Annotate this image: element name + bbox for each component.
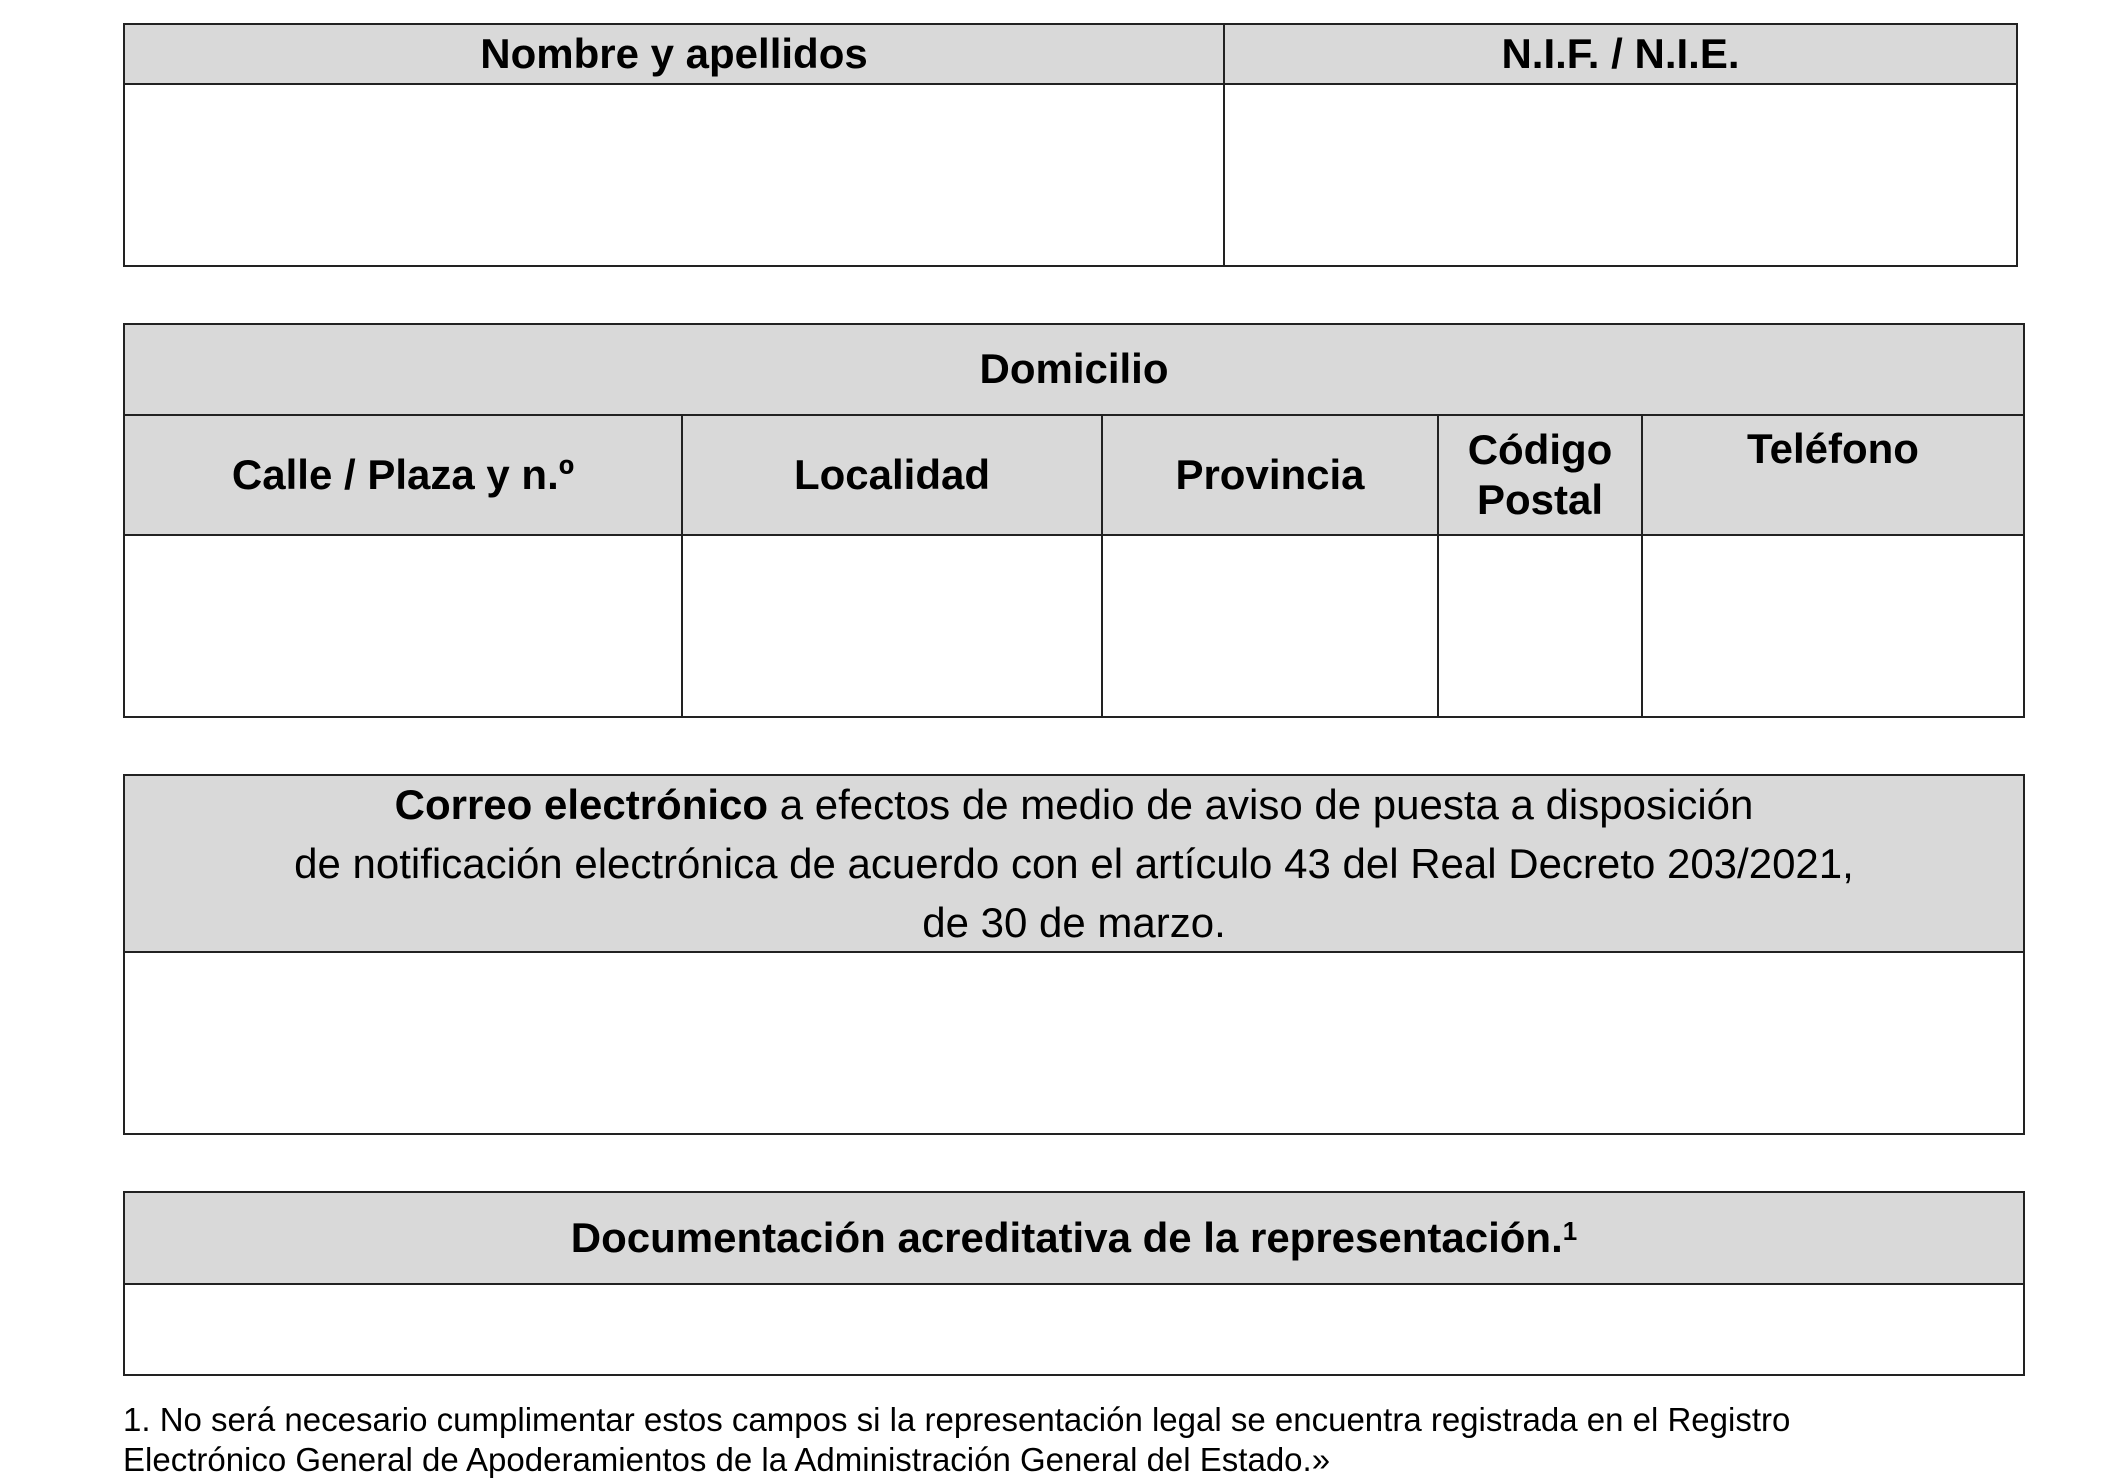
documentation-field[interactable]: [125, 1285, 2023, 1374]
email-header-line1: [395, 775, 1754, 834]
phone-field[interactable]: [1643, 536, 2023, 716]
identity-table: [123, 23, 2018, 267]
email-header-bold: Correo electrónico: [394, 781, 769, 828]
nif-header: N.I.F. / N.I.E.: [1225, 25, 2016, 85]
phone-header: Teléfono: [1643, 416, 2023, 536]
footnote-line2: Electrónico General de Apoderamientos de la Administración General del Estado.»: [123, 1441, 1331, 1478]
email-field[interactable]: [125, 953, 2023, 1133]
email-header-line2: de notificación electrónica de acuerdo con el artículo 43 del Real Decreto 203/2021,: [294, 840, 1854, 887]
address-table: [123, 323, 2025, 718]
postal-code-field[interactable]: [1439, 536, 1643, 716]
documentation-table: [123, 1191, 2025, 1376]
province-header: Provincia: [1103, 416, 1439, 536]
email-header: [125, 776, 2023, 953]
locality-header: Localidad: [683, 416, 1103, 536]
email-header-line1-rest: a efectos de medio de aviso de puesta a disposición: [768, 781, 1754, 828]
street-field[interactable]: [125, 536, 683, 716]
documentation-header: [125, 1193, 2023, 1285]
street-header: Calle / Plaza y n.º: [125, 416, 683, 536]
documentation-header-text: Documentación acreditativa de la representación.: [570, 1213, 1563, 1261]
email-table: [123, 774, 2025, 1135]
postal-code-header: Código Postal: [1439, 416, 1643, 536]
email-header-line3: de 30 de marzo.: [922, 899, 1226, 946]
footnote-ref: 1: [1562, 1216, 1578, 1247]
locality-field[interactable]: [683, 536, 1103, 716]
province-field[interactable]: [1103, 536, 1439, 716]
address-title: Domicilio: [125, 325, 2023, 416]
nif-field[interactable]: [1225, 85, 2016, 265]
footnote-line1: 1. No será necesario cumplimentar estos campos si la representación legal se encuentra registrada en el Registro: [123, 1401, 1791, 1438]
name-header: Nombre y apellidos: [125, 25, 1225, 85]
name-field[interactable]: [125, 85, 1225, 265]
footnote: [123, 1400, 2023, 1480]
